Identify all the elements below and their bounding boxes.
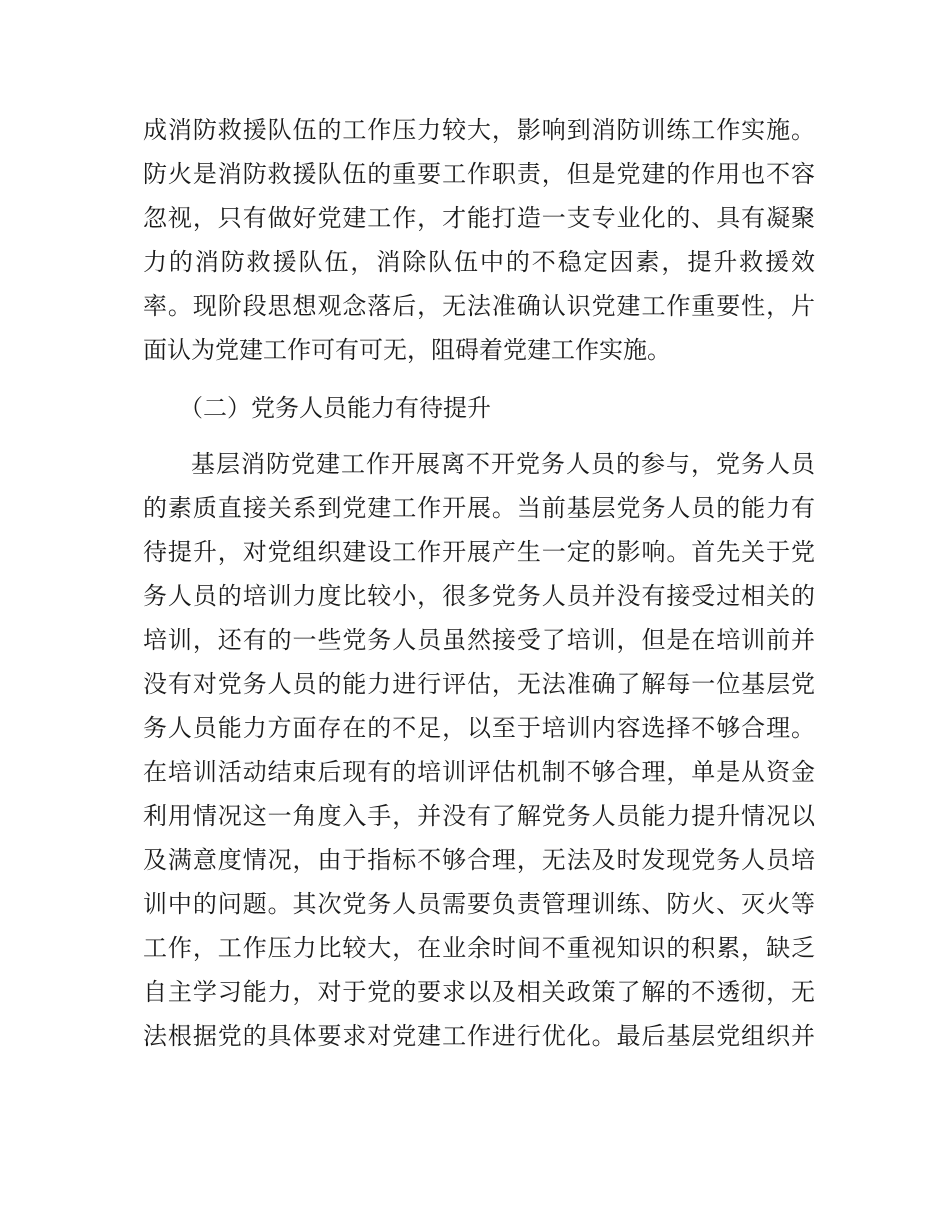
paragraph-line: 训中的问题。其次党务人员需要负责管理训练、防火、灭火等 <box>143 890 815 918</box>
paragraph-2 <box>143 442 815 1058</box>
paragraph-line: 成消防救援队伍的工作压力较大，影响到消防训练工作实施。 <box>143 116 815 144</box>
paragraph-line: 面认为党建工作可有可无，阻碍着党建工作实施。 <box>143 336 671 364</box>
paragraph-line: 忽视，只有做好党建工作，才能打造一支专业化的、具有凝聚 <box>143 204 815 232</box>
paragraph-line: 培训，还有的一些党务人员虽然接受了培训，但是在培训前并 <box>143 626 815 654</box>
paragraph-line: 法根据党的具体要求对党建工作进行优化。最后基层党组织并 <box>143 1022 815 1050</box>
paragraph-line: 防火是消防救援队伍的重要工作职责，但是党建的作用也不容 <box>143 160 815 188</box>
paragraph-line: 率。现阶段思想观念落后，无法准确认识党建工作重要性，片 <box>143 292 815 320</box>
paragraph-line: 待提升，对党组织建设工作开展产生一定的影响。首先关于党 <box>143 538 815 566</box>
paragraph-1 <box>143 108 815 372</box>
section-heading-block <box>143 386 815 430</box>
paragraph-line: 及满意度情况，由于指标不够合理，无法及时发现党务人员培 <box>143 846 815 874</box>
paragraph-line: 基层消防党建工作开展离不开党务人员的参与，党务人员 <box>191 450 815 478</box>
section-heading: （二）党务人员能力有待提升 <box>179 394 491 422</box>
paragraph-line: 务人员的培训力度比较小，很多党务人员并没有接受过相关的 <box>143 582 815 610</box>
paragraph-line: 力的消防救援队伍，消除队伍中的不稳定因素，提升救援效 <box>143 248 815 276</box>
paragraph-line: 的素质直接关系到党建工作开展。当前基层党务人员的能力有 <box>143 494 815 522</box>
paragraph-line: 自主学习能力，对于党的要求以及相关政策了解的不透彻，无 <box>143 978 815 1006</box>
paragraph-line: 利用情况这一角度入手，并没有了解党务人员能力提升情况以 <box>143 802 815 830</box>
paragraph-line: 务人员能力方面存在的不足，以至于培训内容选择不够合理。 <box>143 714 815 742</box>
paragraph-line: 工作，工作压力比较大，在业余时间不重视知识的积累，缺乏 <box>143 934 815 962</box>
paragraph-line: 没有对党务人员的能力进行评估，无法准确了解每一位基层党 <box>143 670 815 698</box>
paragraph-line: 在培训活动结束后现有的培训评估机制不够合理，单是从资金 <box>143 758 815 786</box>
